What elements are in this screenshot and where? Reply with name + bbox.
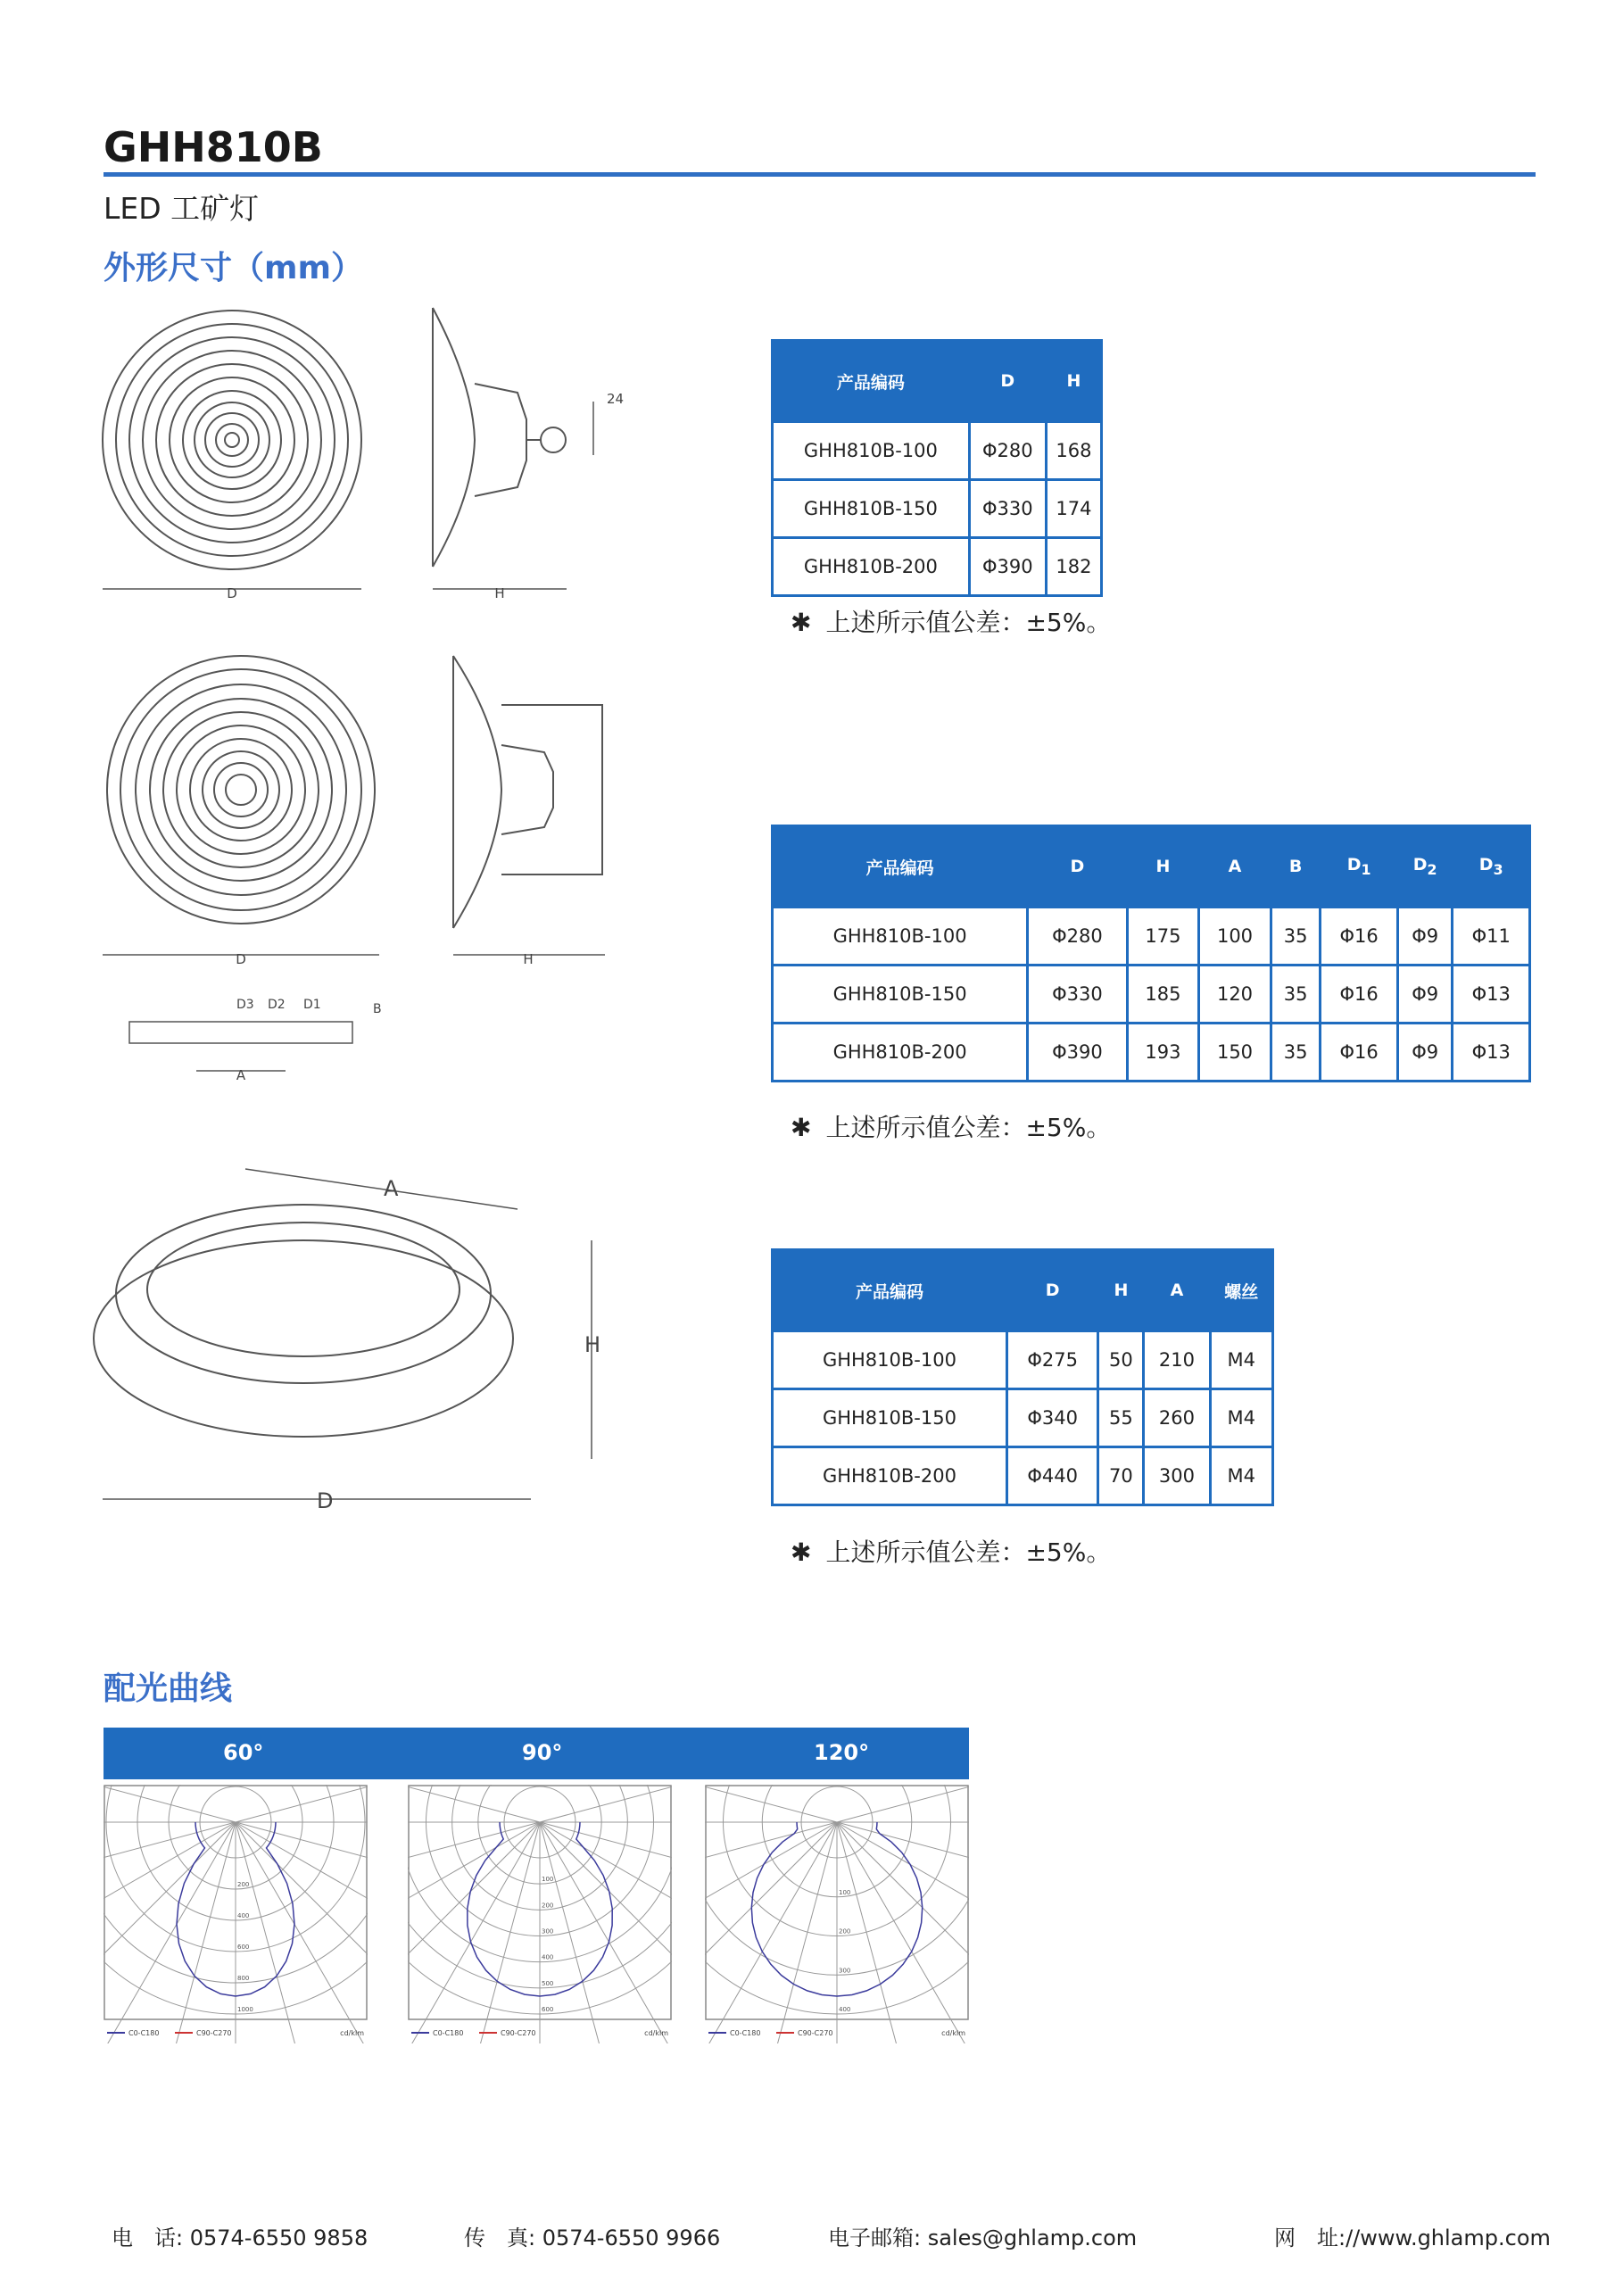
label-ring-H: H [584,1332,601,1357]
polar-radial-tick: 600 [237,1944,250,1951]
table-row: GHH810B-200 Φ390 182 [773,538,1102,596]
label-B: B [373,1002,382,1016]
title-rule [104,172,1536,177]
col-A: A [1199,826,1271,908]
legend-c90: C90-C270 [798,2029,833,2037]
polar-radial-tick: 1000 [237,2006,253,2013]
polar-unit: cd/klm [941,2029,965,2037]
polar-spoke [408,1822,540,2043]
polar-radial-tick: 100 [839,1888,851,1896]
footer-website[interactable]: 网 址://www.ghlamp.com [1274,2226,1551,2250]
polar-spoke [166,1822,236,2043]
polar-spoke [408,1822,540,2012]
polar-radial-tick: 200 [542,1902,554,1910]
spec-table-1 [771,339,1103,597]
page-subtitle: LED 工矿灯 [104,191,260,226]
polar-chart-60 [104,1785,368,2043]
col-A: A [1144,1250,1210,1331]
polar-spoke [837,1822,969,2012]
col-D1: $D_1$ [1321,826,1398,908]
page-title: GHH810B [104,123,323,171]
label-D2-sub: D2 [268,998,286,1012]
polar-unit: cd/klm [340,2029,364,2037]
legend-c90: C90-C270 [196,2029,232,2037]
polar-radial-tick: 100 [542,1876,554,1884]
polar-spoke [236,1785,368,1822]
polar-spoke [236,1822,368,2012]
footer-email[interactable]: 电子邮箱: sales@ghlamp.com [828,2226,1138,2250]
polar-radial-tick: 200 [839,1927,851,1935]
legend-c0: C0-C180 [433,2029,464,2037]
col-D: D [969,341,1046,422]
polar-radial-tick: 600 [542,2006,554,2013]
col-D: D [1028,826,1128,908]
polar-radial-tick: 500 [542,1979,554,1987]
table-row: GHH810B-150 Φ330 185 120 35 Φ16 Φ9 Φ13 [773,966,1530,1024]
polar-radial-tick: 800 [237,1975,250,1982]
polar-spoke [470,1822,540,2043]
label-D1: D1 [303,998,321,1012]
polar-radial-tick: 300 [839,1967,851,1975]
section-dimensions-heading: 外形尺寸（mm） [104,250,364,286]
label-24: 24 [607,391,625,407]
polar-spoke [104,1822,236,2012]
col-screw: 螺丝 [1210,1250,1273,1331]
polar-spoke [104,1822,236,2043]
drawing-fixture-1 [89,294,625,607]
polar-spoke [540,1822,672,2012]
polar-spoke [236,1822,368,2043]
col-H: H [1046,341,1101,422]
label-D2: D [236,951,246,967]
table-row: GHH810B-150 Φ340 55 260 M4 [773,1389,1273,1447]
polar-label-120: 120° [814,1740,870,1765]
polar-radial-tick: 400 [839,2006,851,2013]
label-A: A [236,1067,246,1083]
polar-spoke [540,1822,672,2043]
table-row: GHH810B-200 Φ440 70 300 M4 [773,1447,1273,1505]
drawing-ring [89,1151,625,1526]
footer-fax: 传 真: 0574-6550 9966 [464,2226,721,2250]
spec-table-3 [771,1248,1274,1506]
col-H: H [1098,1250,1144,1331]
section-light-heading: 配光曲线 [104,1670,233,1707]
drawing-fixture-2 [89,647,625,1093]
polar-label-90: 90° [522,1740,563,1765]
footer-tel: 电 话: 0574-6550 9858 [112,2226,368,2250]
col-code: 产品编码 [773,341,970,422]
polar-radial-tick: 400 [542,1953,554,1961]
polar-chart-90 [408,1785,672,2043]
table-row: GHH810B-150 Φ330 174 [773,480,1102,538]
label-H2: H [523,951,534,967]
polar-spoke [837,1822,969,2043]
legend-c0: C0-C180 [730,2029,761,2037]
tolerance-note-3: ✱ 上述所示值公差：±5%。 [791,1538,1112,1567]
table-row: GHH810B-100 Φ275 50 210 M4 [773,1331,1273,1389]
polar-radial-tick: 400 [237,1912,250,1919]
tolerance-note-2: ✱ 上述所示值公差：±5%。 [791,1113,1112,1142]
col-code: 产品编码 [773,826,1028,908]
label-ring-D: D [317,1488,334,1513]
polar-unit: cd/klm [644,2029,668,2037]
col-D3: $D_3$ [1453,826,1530,908]
polar-spoke [767,1822,837,2043]
legend-c90: C90-C270 [501,2029,536,2037]
label-D3: D3 [236,998,254,1012]
label-D: D [227,585,237,601]
col-D2: $D_2$ [1397,826,1453,908]
polar-spoke [104,1785,236,1822]
polar-spoke [705,1822,837,2012]
col-D: D [1006,1250,1097,1331]
label-H: H [494,585,505,601]
label-ring-A: A [384,1176,399,1201]
col-H: H [1127,826,1199,908]
spec-table-2 [771,825,1531,1082]
polar-radial-tick: 200 [237,1881,250,1888]
legend-c0: C0-C180 [128,2029,160,2037]
polar-label-60: 60° [223,1740,264,1765]
tolerance-note-1: ✱ 上述所示值公差：±5%。 [791,608,1112,637]
table-row: GHH810B-200 Φ390 193 150 35 Φ16 Φ9 Φ13 [773,1024,1530,1082]
table-row: GHH810B-100 Φ280 168 [773,422,1102,480]
col-code: 产品编码 [773,1250,1007,1331]
table-row: GHH810B-100 Φ280 175 100 35 Φ16 Φ9 Φ11 [773,908,1530,966]
polar-spoke [705,1822,837,2043]
polar-chart-120 [705,1785,969,2043]
col-B: B [1271,826,1321,908]
polar-radial-tick: 300 [542,1927,554,1935]
